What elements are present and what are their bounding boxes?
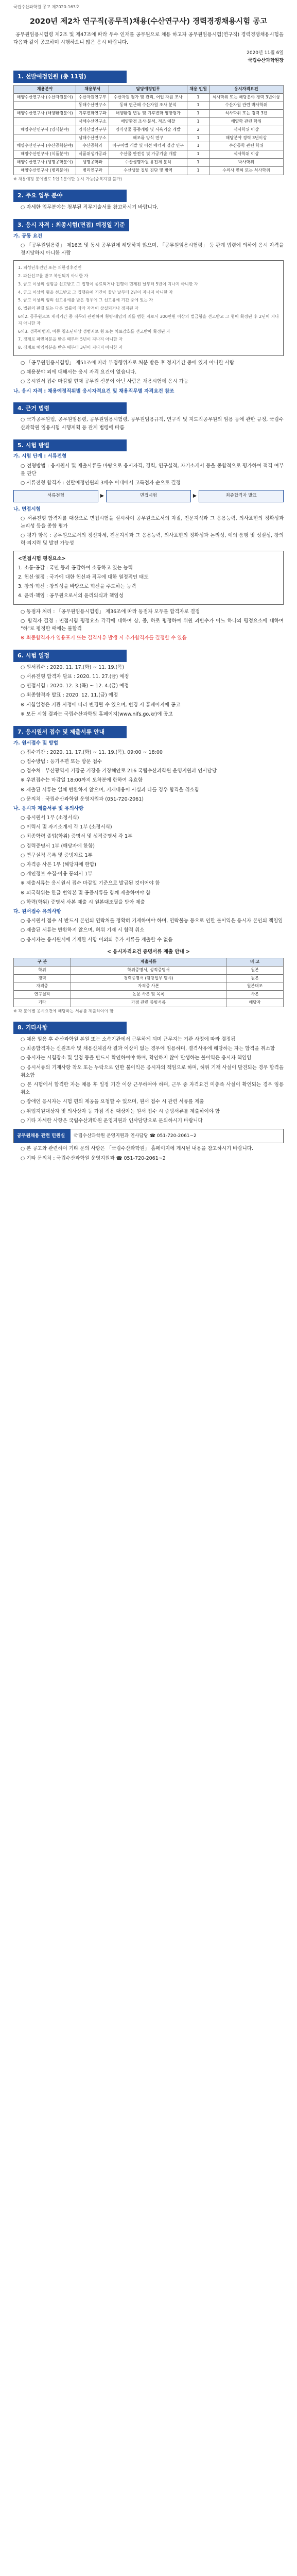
table-cell: 기후변화연구과 — [76, 110, 109, 118]
table-cell: 해양환경 변동 및 기후변화 영향평가 — [109, 110, 187, 118]
table-header-cell: 구 분 — [14, 958, 71, 966]
table-cell: 1 — [187, 134, 209, 142]
document-line: ○ 학력(학위) 증명서 사본 제출 시 원본대조필을 받아 제출 — [21, 899, 145, 905]
document-line: ○ 연구실적 목록 및 증빙자료 1부 — [21, 852, 93, 858]
table-cell: 수산생명자원 유전체 분석 — [109, 158, 187, 166]
table1-note: ※ 채용예정 분야별로 1인 1분야만 응시 가능(중복지원 불가) — [13, 176, 122, 181]
table2-caption: < 응시자격요건 증명서류 제출 안내 > — [107, 948, 190, 955]
table-row — [14, 101, 284, 110]
table-header-cell: 담당예정업무 — [109, 85, 187, 93]
disqualification-item: 2. 파산선고를 받고 복권되지 아니한 자 — [18, 274, 89, 279]
s7-b-head: 나. 응시자 제출서류 및 유의사항 — [13, 805, 84, 811]
table-cell: 서해수산연구소 — [76, 117, 109, 126]
table-row — [14, 966, 284, 974]
caution-line: ○ 제출된 서류는 반환하지 않으며, 허위 기재 시 합격 취소 — [21, 927, 145, 934]
contact-box — [13, 1129, 284, 1143]
intro-paragraph: 공무원임용시험령 제2조 및 제47조에 따라 우수 인재를 공무원으로 채용 하고자 공무원임용시험(연구직) 경력경쟁채용시험을 다음과 같이 공고하며 시행하오니 많은 응시 바랍니다. — [13, 31, 284, 46]
table-cell: 자격증 사본 — [71, 982, 226, 991]
table-cell: 경력 — [14, 974, 71, 982]
table-cell: 2 — [187, 126, 209, 134]
table-cell: 1 — [187, 150, 209, 159]
table-cell: 석사학위 이상 — [209, 126, 283, 134]
section-5-header: 5. 시험 방법 — [13, 439, 127, 452]
table-row — [14, 93, 284, 101]
disqualification-item: 3. 금고 이상의 실형을 선고받고 그 집행이 종료되거나 집행이 면제된 날부터 5년이 지나지 아니한 자 — [18, 281, 198, 286]
flow-step: 면접시험 — [106, 490, 191, 502]
table-cell: 1 — [187, 117, 209, 126]
table-cell: 동해 연근해 수산자원 조사 분석 — [109, 101, 187, 110]
disqualification-item: 5. 금고 이상의 형의 선고유예를 받은 경우에 그 선고유예 기간 중에 있는 자 — [18, 298, 153, 303]
table-cell: 수산자원 관련 박사학위 — [209, 101, 283, 110]
table-cell: 해양수산연구사 (양식분야) — [14, 126, 76, 134]
section-2-header: 2. 주요 업무 분야 — [13, 190, 127, 202]
table-row — [14, 974, 284, 982]
table-cell: 수산공학 관련 학위 — [209, 142, 283, 150]
table2-note: ※ 각 분야별 응시요건에 해당하는 서류를 제출하여야 함 — [13, 1008, 114, 1013]
application-line: ※ 제출된 서류는 일체 반환하지 않으며, 기재내용이 사실과 다를 경우 합격을 취소함 — [21, 787, 200, 793]
documents-table — [13, 958, 284, 1007]
table-cell: 어구어법 개발 및 어선 에너지 절감 연구 — [109, 142, 187, 150]
disqualification-item: 6의3. 성폭력범죄, 아동·청소년대상 성범죄로 형 또는 치료감호를 선고받아 확정된 자 — [18, 329, 170, 334]
s3-p1: ○ 「공무원임용령」 제16조 및 동시 공무원에 해당하지 않으며, 「공무원임용시험령」 등 관계 법령에 의하여 응시 자격을 정지당하지 아니한 사람 — [21, 242, 284, 257]
s5-a-head: 가. 시험 단계 : 서류전형 — [13, 453, 67, 460]
disqualification-item: 4. 금고 이상의 형을 선고받고 그 집행유예 기간이 끝난 날부터 2년이 지나지 아니한 자 — [18, 290, 173, 295]
table-cell — [14, 134, 76, 142]
table-cell: 동해수산연구소 — [76, 101, 109, 110]
table-header-cell: 채용분야 — [14, 85, 76, 93]
table-cell: 수산자원연구부 — [76, 93, 109, 101]
table-header-cell: 제출서류 — [71, 958, 226, 966]
contact-label: 공무원채용 관련 민원실 — [14, 1129, 71, 1143]
table-row — [14, 991, 284, 999]
note-line: ○ 응시서류의 기재사항 착오 또는 누락으로 인한 불이익은 응시자의 책임으로 하며, 허위 기재 사실이 발견되는 경우 합격을 취소함 — [21, 1064, 284, 1078]
disqualification-item: 7. 징계로 파면처분을 받은 때부터 5년이 지나지 아니한 자 — [18, 337, 123, 342]
document-line: ○ 이력서 및 자기소개서 각 1부 (소정서식) — [21, 824, 112, 831]
table-cell: 해당자 — [226, 998, 284, 1007]
criteria-item: 1. 소통·공감 : 국민 등과 공감하여 소통하고 있는 능력 — [18, 565, 133, 571]
schedule-line: ※ 모든 시험 결과는 국립수산과학원 홈페이지(www.nifs.go.kr)에 공고 — [21, 711, 173, 717]
table-cell: 1 — [187, 110, 209, 118]
s3-subhead-2: 나. 응시 자격 : 채용예정직위별 응시자격요건 및 채용직무별 자격요건 참조 — [13, 388, 174, 394]
disqualification-item: 6. 법원의 판결 또는 다른 법률에 따라 자격이 상실되거나 정지된 자 — [18, 306, 138, 311]
application-line: ○ 접수처 : 부산광역시 기장군 기장읍 기장해안로 216 국립수산과학원 운영지원과 인사담당 — [21, 768, 217, 774]
selection-flow — [13, 490, 284, 502]
table-cell: 해양수산연구사 (식품분야) — [14, 150, 76, 159]
criteria-title: <면접시험 평정요소> — [18, 555, 66, 562]
table-row — [14, 142, 284, 150]
application-line: ○ 접수기간 : 2020. 11. 17.(화) ~ 11. 19.(목), 09:00 ~ 18:00 — [21, 749, 163, 755]
table-cell: 박사학위 — [209, 158, 283, 166]
schedule-line: ○ 면접시험 : 2020. 12. 3.(목) ~ 12. 4.(금) 예정 — [21, 683, 129, 689]
s5-c-p2: ○ 합격자 결정 : 면접시험 평정요소 각각에 대하여 상, 중, 하로 평정하여 위원 과반수가 어느 하나의 평정요소에 대하여 "하"로 평정한 때에는 불합격 — [21, 618, 284, 632]
section-7-header: 7. 응시원서 접수 및 제출서류 안내 — [13, 726, 127, 738]
table-cell: 1 — [187, 158, 209, 166]
table-cell: 수의사 면허 또는 석사학위 — [209, 166, 283, 175]
table-header-cell: 비 고 — [226, 958, 284, 966]
document-line: ○ 경력증명서 1부 (해당자에 한함) — [21, 843, 95, 849]
arrow-icon: ▶ — [193, 493, 197, 499]
table-row — [14, 150, 284, 159]
caution-line: ○ 응시원서 접수 시 반드시 본인의 연락처를 정확히 기재하여야 하며, 연락불능 등으로 인한 불이익은 응시자 본인의 책임임 — [21, 918, 283, 924]
table-row — [14, 134, 284, 142]
table-cell: 해양수산연구사 (수산자원분야) — [14, 93, 76, 101]
notice-number: 국립수산과학원 공고 제2020-163호 — [13, 5, 80, 9]
page-title: 2020년 제2차 연구직(공무직)채용(수산연구사) 경력경쟁채용시험 공고 — [29, 17, 268, 26]
table-cell: 1 — [187, 101, 209, 110]
table-row — [14, 117, 284, 126]
document-line: ○ 자격증 사본 1부 (해당자에 한함) — [21, 862, 96, 868]
table-cell: 양식생물 품종개량 및 사육기술 개발 — [109, 126, 187, 134]
note-line: ○ 채용 임용 후 수산과학원 본원 또는 소속기관에서 근무하게 되며 근무지는 기관 사정에 따라 결정됨 — [21, 1037, 236, 1043]
table-cell: 해양학 관련 학위 — [209, 117, 283, 126]
table-cell: 식품위생가공과 — [76, 150, 109, 159]
flow-step: 서류전형 — [13, 490, 98, 502]
table-row — [14, 166, 284, 175]
table-header-cell: 응시자격요건 — [209, 85, 283, 93]
table-cell: 기타 — [14, 998, 71, 1007]
note-line: ○ 기타 자세한 사항은 국립수산과학원 운영지원과 인사담당으로 문의하시기 바랍니다 — [21, 1117, 203, 1124]
disqualification-box — [13, 260, 284, 356]
table-cell: 가점 관련 증빙서류 — [71, 998, 226, 1007]
table-cell: 경력증명서 (담당업무 명시) — [71, 974, 226, 982]
note-line: ○ 응시자는 시험장소 및 일정 등을 반드시 확인하여야 하며, 확인하지 않아 발생하는 불이익은 응시자 책임임 — [21, 1055, 252, 1061]
note-line: ○ 최종합격자는 신원조사 및 채용신체검사 결과 이상이 없는 경우에 임용하며, 결격사유에 해당하는 자는 합격을 취소함 — [21, 1046, 275, 1052]
table-cell: 학위 — [14, 966, 71, 974]
table-cell: 해양수산연구사 (생명공학분야) — [14, 158, 76, 166]
criteria-item: 3. 창의·혁신 : 창의성을 바탕으로 혁신을 주도하는 능력 — [18, 584, 136, 590]
table-cell: 사본 — [226, 991, 284, 999]
schedule-line: ○ 최종합격자 발표 : 2020. 12. 11.(금) 예정 — [21, 692, 118, 699]
application-line: ○ 접수방법 : 등기우편 또는 방문 접수 — [21, 758, 102, 765]
table-cell — [14, 117, 76, 126]
note-line: ○ 장애인 응시자는 시험 편의 제공을 요청할 수 있으며, 원서 접수 시 관련 서류를 제출 — [21, 1099, 204, 1105]
section-6-header: 6. 시험 일정 — [13, 650, 127, 662]
note-line: ○ 기타 문의처 : 국립수산과학원 운영지원과 ☎ 051-720-2061~2 — [21, 1155, 166, 1161]
table-cell: 1 — [187, 93, 209, 101]
section-1-header: 1. 선발예정인원 (총 11명) — [13, 71, 127, 83]
document-line: ○ 응시원서 1부 (소정서식) — [21, 815, 79, 821]
table-cell: 수산생물 질병 진단 및 방역 — [109, 166, 187, 175]
table-row — [14, 110, 284, 118]
table-row — [14, 998, 284, 1007]
table-cell: 1 — [187, 142, 209, 150]
table-cell — [14, 101, 76, 110]
s5-a-p1: ○ 전형방법 : 응시원서 및 제출서류를 바탕으로 응시자격, 경력, 연구실적, 자기소개서 등을 종합적으로 평가하여 적격 여부를 판단 — [21, 463, 284, 477]
s3-p4: ○ 응시원서 접수 마감일 현재 공무원 신분이 아닌 사람은 채용시험에 응시 가능 — [21, 379, 188, 385]
s3-p2: ○ 「공무원임용시험령」 제51조에 따라 부정행위자로 처분 받은 후 정지기간 중에 있지 아니한 사람 — [21, 360, 235, 366]
s7-c-head: 다. 원서접수 유의사항 — [13, 908, 61, 914]
document-line: ○ 최종학력 졸업(학위) 증명서 및 성적증명서 각 1부 — [21, 834, 133, 840]
s4-text: ○ 국가공무원법, 공무원임용령, 공무원임용시험령, 공무원임용규칙, 연구직 및 지도직공무원의 임용 등에 관한 규정, 국립수산과학원 임용시험 시행계획 등 관계 법령에 따름 — [21, 417, 284, 431]
table-cell: 학위증명서, 성적증명서 — [71, 966, 226, 974]
table-cell: 수산자원 평가 및 관리, 어업 자원 조사 — [109, 93, 187, 101]
arrow-icon: ▶ — [100, 493, 104, 499]
table-cell: 원본대조 — [226, 982, 284, 991]
table-row — [14, 158, 284, 166]
note-line: ○ 본 시험에서 합격한 자는 채용 후 일정 기간 이상 근무하여야 하며, 근무 중 자격요건 미충족 사실이 확인되는 경우 임용 취소 — [21, 1082, 284, 1096]
document-line: ※ 외국학위는 한글 번역본 및 공증서류를 함께 제출하여야 함 — [21, 890, 151, 896]
recruitment-table — [13, 85, 284, 175]
s3-subhead: 가. 공통 요건 — [13, 233, 43, 239]
interview-criteria-box — [13, 551, 284, 605]
schedule-line: ※ 시험일정은 기관 사정에 따라 변경될 수 있으며, 변경 시 홈페이지에 공고 — [21, 702, 181, 708]
table-cell: 수산물 안전성 및 가공기술 개발 — [109, 150, 187, 159]
document-line: ○ 개인정보 수집·이용 동의서 1부 — [21, 871, 93, 877]
table-cell: 해양수산연구사 (해양환경분야) — [14, 110, 76, 118]
table-cell: 수산공학과 — [76, 142, 109, 150]
table-header-cell: 채용 인원 — [187, 85, 209, 93]
table-cell: 석사학위 이상 — [209, 150, 283, 159]
table-cell: 1 — [187, 166, 209, 175]
notice-agency: 국립수산과학원장 — [248, 58, 284, 63]
flow-step: 최종합격자 발표 — [199, 490, 284, 502]
table-cell: 석사학위 또는 경력 3년 — [209, 110, 283, 118]
table-cell: 해양수산연구사 (수산공학분야) — [14, 142, 76, 150]
section-3-header: 3. 응시 자격 : 최종시험(면접) 예정일 기준 — [13, 219, 129, 231]
document-line: ※ 제출서류는 응시원서 접수 마감일 기준으로 발급된 것이어야 함 — [21, 880, 160, 887]
table-row — [14, 126, 284, 134]
s5-c-p1: ○ 동점자 처리 : 「공무원임용시험령」 제36조에 따라 동점자 모두를 합격자로 결정 — [21, 608, 200, 615]
table-cell: 원본 — [226, 974, 284, 982]
table-cell: 양식산업연구부 — [76, 126, 109, 134]
notice-document — [0, 0, 297, 1162]
table-cell: 원본 — [226, 966, 284, 974]
table-cell: 논문 사본 및 목록 — [71, 991, 226, 999]
caution-line: ○ 응시자는 응시원서에 기재한 사항 이외의 추가 서류를 제출할 수 없음 — [21, 937, 173, 943]
disqualification-item: 1. 피성년후견인 또는 피한정후견인 — [18, 265, 82, 270]
application-line: ※ 우편접수는 마감일 18:00까지 도착분에 한하여 유효함 — [21, 777, 143, 784]
application-line: ○ 문의처 : 국립수산과학원 운영지원과 (051-720-2061) — [21, 796, 144, 802]
notice-date: 2020년 11월 6일 — [247, 50, 284, 56]
note-line: ○ 취업지원대상자 및 의사상자 등 가점 적용 대상자는 원서 접수 시 증빙서류를 제출하여야 함 — [21, 1108, 220, 1114]
criteria-item: 2. 헌신·열정 : 국가에 대한 헌신과 직무에 대한 열정적인 태도 — [18, 574, 149, 580]
section-8-header: 8. 기타사항 — [13, 1022, 127, 1034]
section-4-header: 4. 근거 법령 — [13, 402, 127, 415]
table-cell: 병리연구과 — [76, 166, 109, 175]
table-cell: 해양수산연구사 (병리분야) — [14, 166, 76, 175]
table-cell: 석사학위 또는 해당분야 경력 3년이상 — [209, 93, 283, 101]
table-cell: 해양환경 조사·분석, 적조 예찰 — [109, 117, 187, 126]
s5-c-p3: ※ 최종합격자가 임용포기 또는 결격사유 발생 시 추가합격자를 결정할 수 있음 — [21, 635, 187, 641]
note-line: ○ 본 공고와 관련하여 기타 문의 사항은 「국립수산과학원」 홈페이지에 게시된 내용을 참고하시기 바랍니다. — [21, 1146, 253, 1152]
table-cell: 남해수산연구소 — [76, 134, 109, 142]
s5-b-p1: ○ 서류전형 합격자를 대상으로 면접시험을 실시하여 공무원으로서의 자질, 전문지식과 그 응용능력, 의사표현의 정확성과 논리성 등을 종합 평가 — [21, 515, 284, 530]
table-row — [14, 982, 284, 991]
table-cell: 생명공학과 — [76, 158, 109, 166]
schedule-line: ○ 원서접수 : 2020. 11. 17.(화) ~ 11. 19.(목) — [21, 664, 125, 670]
table-cell: 연구실적 — [14, 991, 71, 999]
disqualification-item: 8. 징계로 해임처분을 받은 때부터 3년이 지나지 아니한 자 — [18, 345, 123, 350]
contact-text: 국립수산과학원 운영지원과 인사담당 ☎ 051-720-2061~2 — [74, 1133, 197, 1139]
criteria-item: 4. 윤리·책임 : 공무원으로서의 윤리의식과 책임성 — [18, 593, 124, 599]
disqualification-item: 6의2. 공무원으로 재직기간 중 직무와 관련하여 횡령·배임의 죄를 범한 자로서 300만원 이상의 벌금형을 선고받고 그 형이 확정된 후 2년이 지나지 아니한 자 — [18, 314, 279, 326]
s5-a-p2: ○ 서류전형 합격자 : 선발예정인원의 3배수 이내에서 고득점자 순으로 결정 — [21, 480, 181, 486]
s7-a-head: 가. 원서접수 및 방법 — [13, 740, 58, 746]
s5-b-p2: ○ 평가 항목 : 공무원으로서의 정신자세, 전문지식과 그 응용능력, 의사표현의 정확성과 논리성, 예의·품행 및 성실성, 창의력·의지력 및 발전 가능성 — [21, 533, 284, 547]
schedule-line: ○ 서류전형 합격자 발표 : 2020. 11. 27.(금) 예정 — [21, 674, 129, 680]
s5-b-head: 나. 면접시험 — [13, 506, 41, 512]
table-cell: 자격증 — [14, 982, 71, 991]
table-header-cell: 채용부서 — [76, 85, 109, 93]
table-cell: 해당분야 경력 3년이상 — [209, 134, 283, 142]
table-cell: 해조류 양식 연구 — [109, 134, 187, 142]
s3-p3: ○ 채용분야 외에 대해서는 응시 자격 요건이 없습니다. — [21, 369, 137, 376]
s2-text: ○ 자세한 업무분야는 첨부된 직무기술서를 참고하시기 바랍니다. — [21, 204, 159, 210]
